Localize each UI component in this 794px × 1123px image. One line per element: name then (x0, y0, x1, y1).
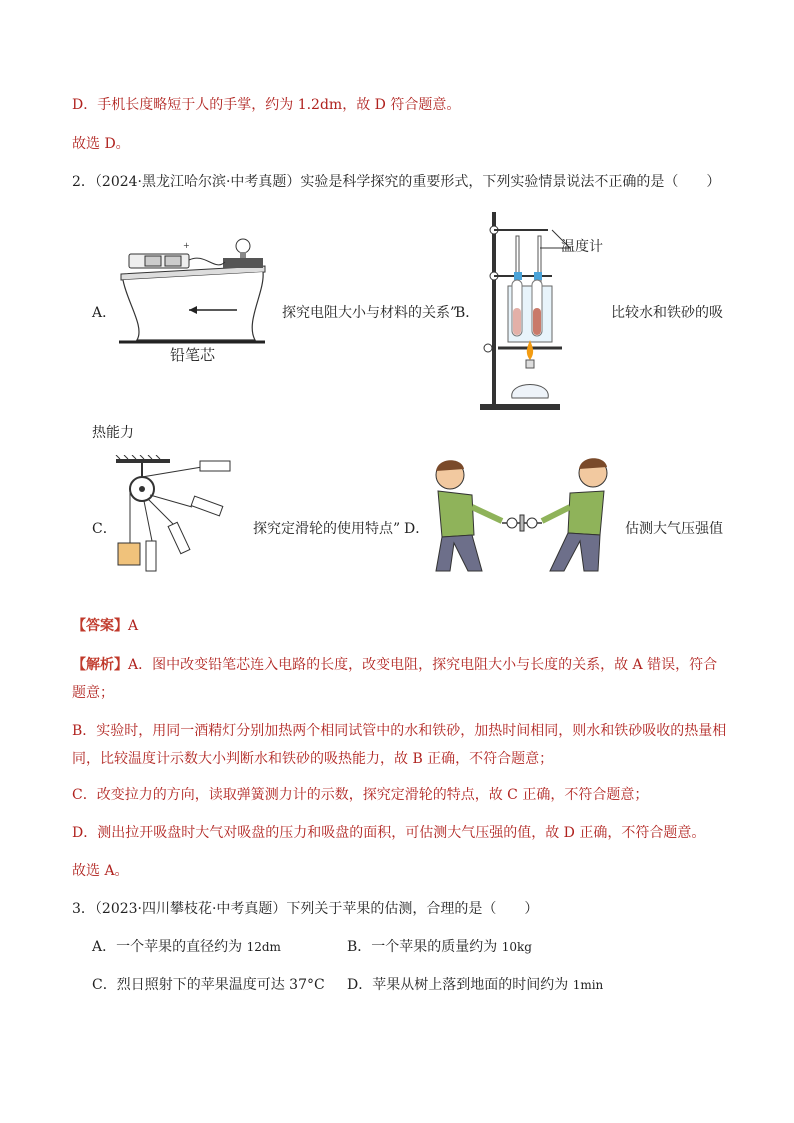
q2-option-d-text: 估测大气压强值 (625, 521, 723, 537)
thermometer-label: 温度计 (561, 239, 603, 255)
q3-option-b (347, 937, 532, 957)
analysis-a-text: A．图中改变铅笔芯连入电路的长度，改变电阻，探究电阻大小与长度的关系，故 A 错误，符合 (128, 657, 718, 673)
q1-d-value: 1.2dm (297, 97, 343, 113)
q3-option-d (347, 975, 603, 995)
q1-d-text: D．手机长度略短于人的手掌，约为 (72, 97, 298, 113)
q1-pick: 故选 D。 (72, 136, 130, 152)
q2-option-b-label: B． (455, 305, 480, 321)
q2-option-b-text-cont: 热能力 (92, 425, 134, 441)
q2-option-c-text: 探究定滑轮的使用特点” (253, 521, 401, 537)
fixed-pulley-figure (112, 455, 252, 590)
q2-analysis-b-cont: 同，比较温度计示数大小判断水和铁砂的吸热能力，故 B 正确，不符合题意； (72, 751, 554, 767)
answer-tag: 【答案】 (72, 618, 128, 634)
q2-option-b-text: 比较水和铁砂的吸 (611, 305, 723, 321)
pencil-label: 铅笔芯 (170, 346, 216, 364)
q2-option-a-label: A． (92, 305, 117, 321)
q3-option-c: C．烈日照射下的苹果温度可达 37°C (92, 977, 325, 993)
q2-option-d-label: D． (404, 521, 430, 537)
suction-cup-tug-figure (428, 455, 613, 590)
q3-d-value: 1min (572, 978, 604, 992)
q2-analysis-a-cont: 题意； (72, 685, 114, 701)
q2-analysis-c: C．改变拉力的方向，读取弹簧测力计的示数，探究定滑轮的特点，故 C 正确，不符合题意； (72, 787, 649, 803)
q3-stem: 3．（2023·四川攀枝花·中考真题）下列关于苹果的估测，合理的是（ ） (72, 901, 539, 917)
q3-b-value: 10kg (501, 940, 532, 954)
q2-answer (72, 616, 138, 636)
analysis-tag: 【解析】 (72, 657, 128, 673)
q2-analysis-b: B．实验时，用同一酒精灯分别加热两个相同试管中的水和铁砂，加热时间相同，则水和铁砂吸收的热量相 (72, 723, 727, 739)
q2-option-c-label: C． (92, 521, 117, 537)
answer-value: A (128, 618, 139, 634)
q2-option-a-text: 探究电阻大小与材料的关系” (282, 305, 458, 321)
q3-b-text: B．一个苹果的质量约为 (347, 939, 502, 955)
q2-pick: 故选 A。 (72, 863, 129, 879)
q3-a-value: 12dm (246, 940, 281, 954)
q2-analysis-a (72, 655, 717, 675)
q1-option-d (72, 95, 460, 115)
q3-d-text: D．苹果从树上落到地面的时间约为 (347, 977, 573, 993)
q1-d-suffix: ，故 D 符合题意。 (342, 97, 461, 113)
q2-stem: 2．（2024·黑龙江哈尔滨·中考真题）实验是科学探究的重要形式，下列实验情景说法不正确的是（ ） (72, 174, 721, 190)
q3-option-a (92, 937, 281, 957)
svg-text:+: + (183, 241, 190, 250)
q2-analysis-d: D．测出拉开吸盘时大气对吸盘的压力和吸盘的面积，可估测大气压强的值，故 D 正确，不符合题意。 (72, 825, 706, 841)
q3-a-text: A．一个苹果的直径约为 (92, 939, 247, 955)
